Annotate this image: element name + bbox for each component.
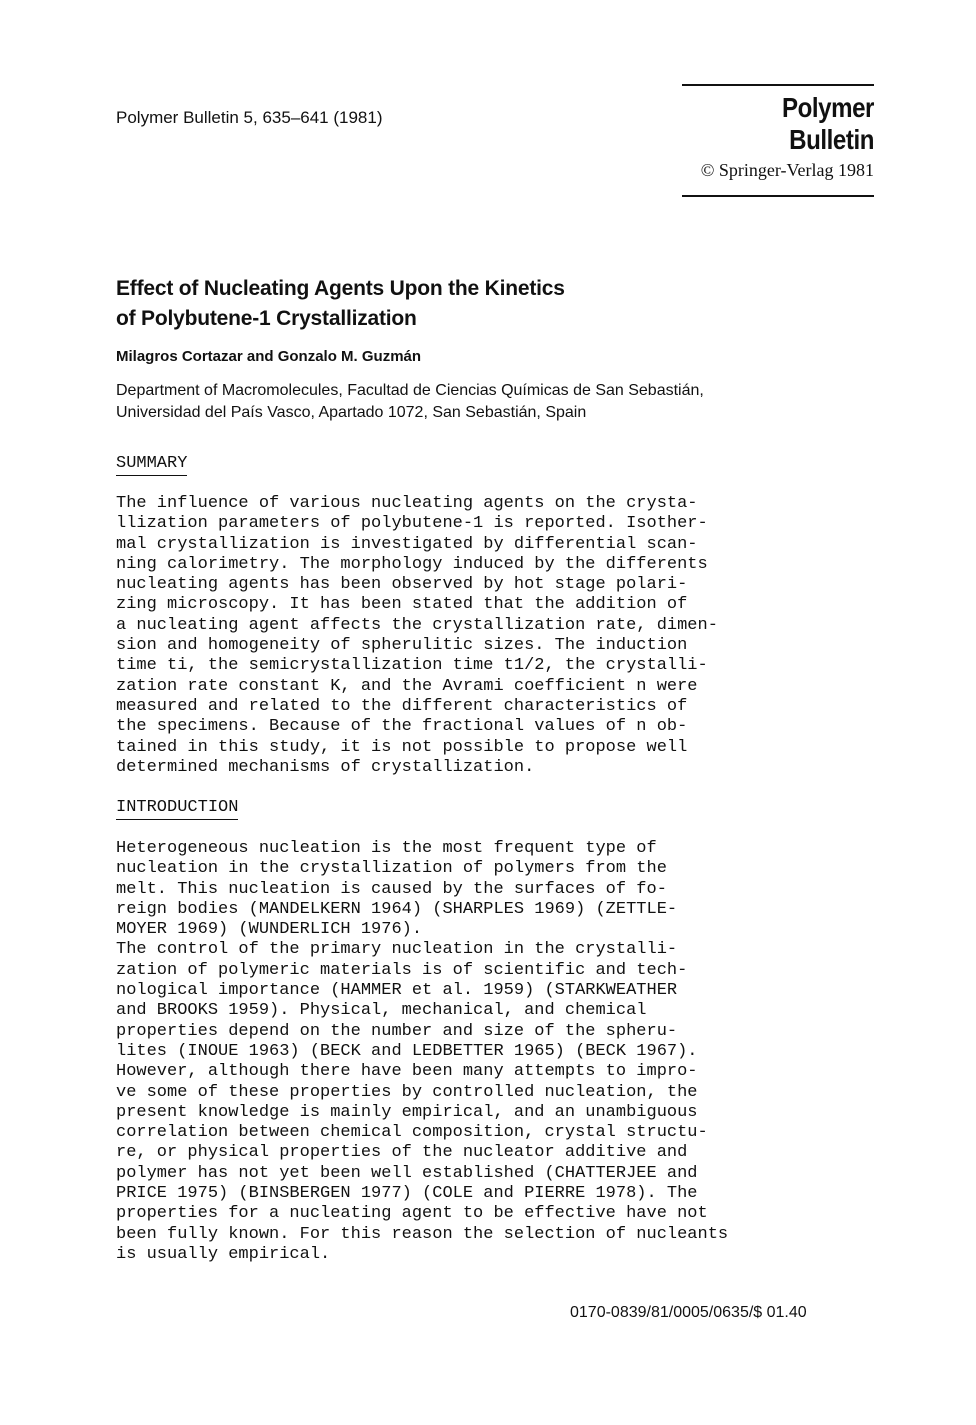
text-line: The control of the primary nucleation in the crystalli- (116, 940, 678, 960)
text-line: zing microscopy. It has been stated that the addition of (116, 595, 688, 615)
summary-heading: SUMMARY (116, 454, 187, 476)
author-affiliation (116, 380, 704, 424)
text-line: measured and related to the different characteristics of (116, 696, 688, 716)
summary-body (116, 494, 718, 778)
article-code: 0170-0839/81/0005/0635/$ 01.40 (570, 1304, 807, 1321)
text-line: sion and homogeneity of spherulitic sizes. The induction (116, 636, 688, 656)
text-line: properties for a nucleating agent to be effective have not (116, 1204, 708, 1224)
text-line: The influence of various nucleating agents on the crysta- (116, 494, 698, 513)
text-line: and BROOKS 1959). Physical, mechanical, and chemical (116, 1001, 647, 1021)
text-line: is usually empirical. (116, 1244, 331, 1264)
text-line: properties depend on the number and size of the spheru- (116, 1021, 678, 1041)
affiliation-line: Department of Macromolecules, Facultad de Ciencias Químicas de San Sebastián, (116, 382, 704, 399)
text-line: reign bodies (MANDELKERN 1964) (SHARPLES 1969) (ZETTLE- (116, 899, 678, 919)
text-line: nucleation in the crystallization of polymers from the (116, 859, 667, 879)
text-line: zation of polymeric materials is of scientific and tech- (116, 960, 688, 980)
text-line: been fully known. For this reason the selection of nucleants (116, 1224, 729, 1244)
text-line: nological importance (HAMMER et al. 1959) (STARKWEATHER (116, 981, 678, 1001)
text-line: tained in this study, it is not possible to propose well (116, 737, 688, 757)
journal-brand-title: Polymer Bulletin (781, 92, 874, 155)
journal-brand-block (682, 84, 874, 197)
paper-title-line: Effect of Nucleating Agents Upon the Kinetics (116, 277, 565, 300)
text-line: present knowledge is mainly empirical, and an unambiguous (116, 1102, 698, 1122)
text-line: PRICE 1975) (BINSBERGEN 1977) (COLE and PIERRE 1978). The (116, 1184, 698, 1204)
affiliation-line: Universidad del País Vasco, Apartado 1072, San Sebastián, Spain (116, 404, 587, 421)
text-line: Heterogeneous nucleation is the most frequent type of (116, 839, 657, 858)
introduction-heading: INTRODUCTION (116, 798, 238, 820)
text-line: ning calorimetry. The morphology induced by the differents (116, 554, 708, 574)
text-line: llization parameters of polybutene-1 is reported. Isother- (116, 514, 708, 534)
paper-title-line: of Polybutene-1 Crystallization (116, 307, 417, 330)
paper-authors: Milagros Cortazar and Gonzalo M. Guzmán (116, 348, 422, 365)
text-line: zation rate constant K, and the Avrami coefficient n were (116, 676, 698, 696)
paper-title (116, 274, 565, 334)
text-line: nucleating agents has been observed by hot stage polari- (116, 575, 688, 595)
text-line: a nucleating agent affects the crystallization rate, dimen- (116, 615, 718, 635)
text-line: MOYER 1969) (WUNDERLICH 1976). (116, 920, 423, 940)
text-line: time ti, the semicrystallization time t1/2, the crystalli- (116, 656, 708, 676)
text-line: melt. This nucleation is caused by the surfaces of fo- (116, 879, 667, 899)
text-line: polymer has not yet been well established (CHATTERJEE and (116, 1163, 698, 1183)
introduction-body (116, 839, 728, 1265)
publisher-copyright: © Springer-Verlag 1981 (700, 160, 874, 180)
text-line: ve some of these properties by controlled nucleation, the (116, 1082, 698, 1102)
text-line: correlation between chemical composition, crystal structu- (116, 1123, 708, 1143)
brand-rule-bottom (682, 195, 874, 197)
journal-citation: Polymer Bulletin 5, 635–641 (1981) (116, 108, 383, 127)
text-line: re, or physical properties of the nucleator additive and (116, 1143, 688, 1163)
brand-rule-top (682, 84, 874, 86)
text-line: lites (INOUE 1963) (BECK and LEDBETTER 1965) (BECK 1967). (116, 1041, 698, 1061)
text-line: mal crystallization is investigated by differential scan- (116, 534, 698, 554)
text-line: determined mechanisms of crystallization. (116, 757, 535, 777)
text-line: However, although there have been many attempts to impro- (116, 1062, 698, 1082)
text-line: the specimens. Because of the fractional values of n ob- (116, 717, 688, 737)
